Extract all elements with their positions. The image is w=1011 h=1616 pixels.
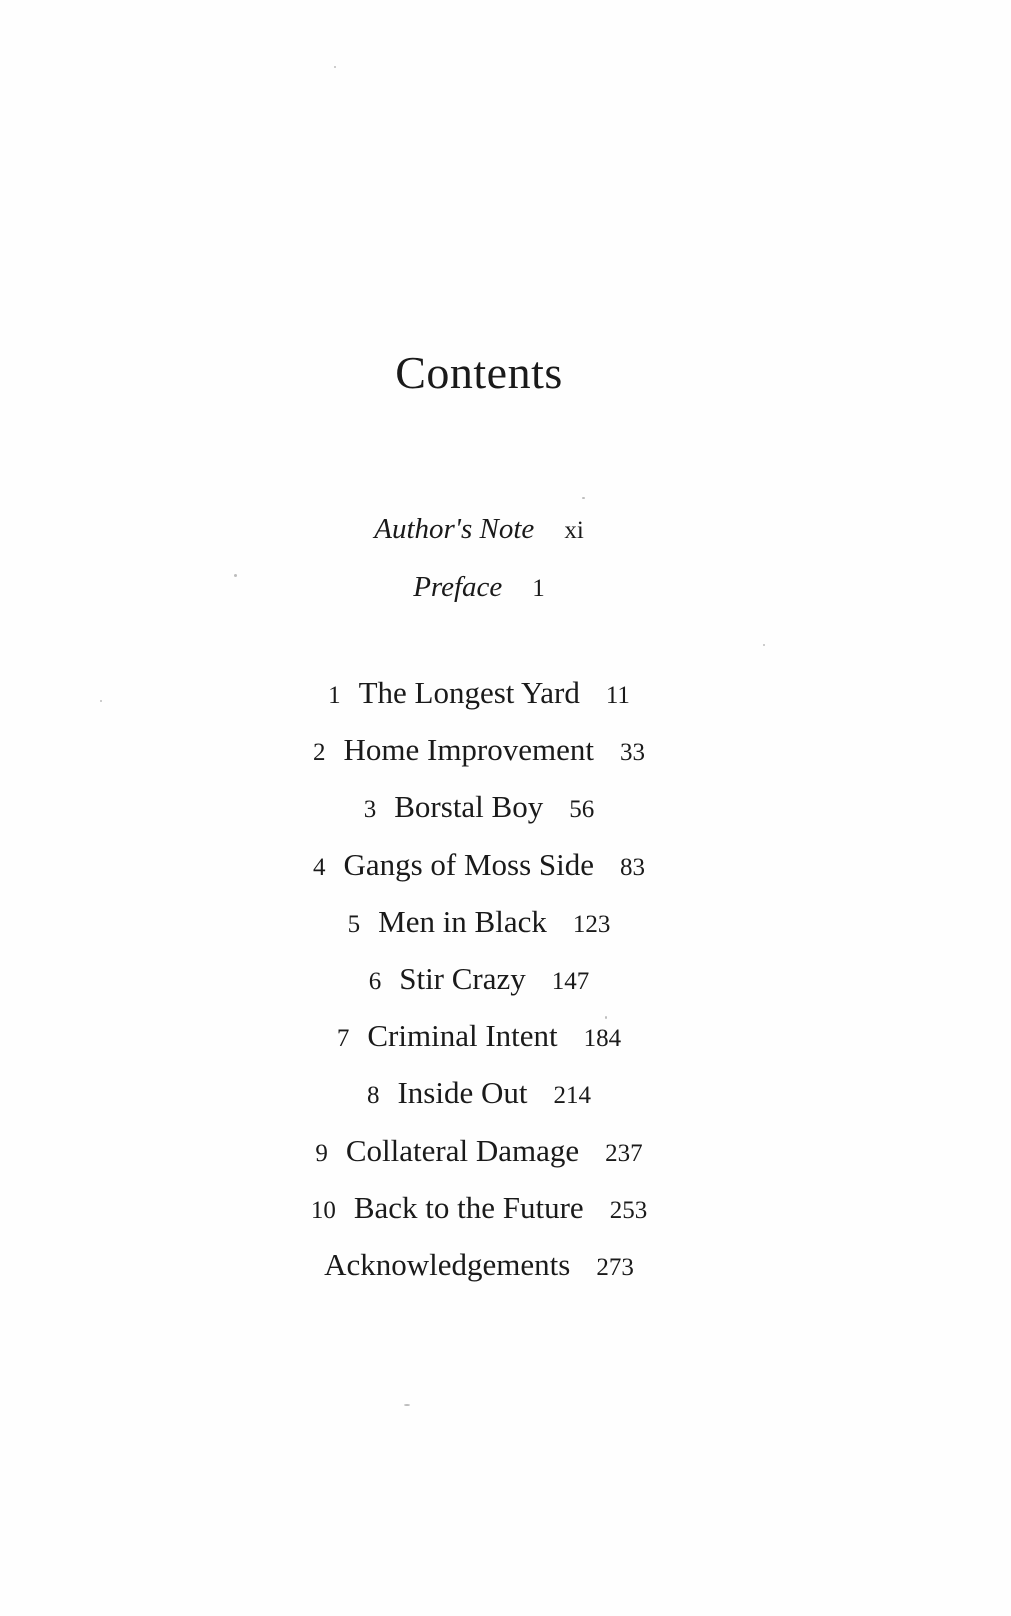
chapter-page: 147: [551, 967, 590, 995]
scan-speck: [100, 700, 102, 702]
scan-speck: [582, 497, 585, 499]
toc-entry-chapter-9[interactable]: [0, 1122, 958, 1179]
scan-speck: [334, 66, 336, 68]
chapter-title: Gangs of Moss Side: [343, 846, 595, 882]
page-title: Contents: [395, 347, 563, 398]
toc-entry-authors-note[interactable]: [0, 500, 958, 558]
chapter-number: 6: [368, 967, 382, 995]
chapter-title: Criminal Intent: [367, 1018, 558, 1054]
scan-speck: [605, 1016, 607, 1019]
toc-entry-chapter-2[interactable]: [0, 721, 958, 778]
toc-entry-chapter-1[interactable]: [0, 664, 958, 721]
back-matter-page: 273: [596, 1253, 634, 1281]
chapter-number: 7: [336, 1025, 350, 1053]
toc-entry-label: Author's Note: [374, 513, 535, 545]
back-matter-title: Acknowledgements: [324, 1246, 571, 1282]
chapter-page: 253: [609, 1196, 648, 1224]
toc-entry-chapter-5[interactable]: [0, 893, 958, 950]
chapter-number: 1: [328, 682, 341, 709]
toc-entry-preface[interactable]: [0, 558, 958, 616]
chapter-number: 2: [312, 739, 326, 767]
scan-speck: [763, 644, 765, 646]
front-matter-list: [0, 500, 958, 616]
chapter-title: Men in Black: [378, 903, 547, 939]
toc-entry-chapter-6[interactable]: [0, 950, 958, 1007]
toc-entry-chapter-3[interactable]: [0, 778, 958, 835]
chapter-page: 83: [620, 853, 646, 881]
chapter-number: 5: [347, 910, 361, 938]
chapter-number: 3: [363, 796, 377, 824]
chapter-title: Borstal Boy: [394, 789, 544, 825]
chapter-title: Back to the Future: [353, 1189, 584, 1225]
toc-entry-chapter-7[interactable]: [0, 1007, 958, 1064]
chapter-number: 4: [312, 853, 326, 881]
chapter-page: 11: [605, 682, 630, 709]
chapter-page: 214: [553, 1082, 591, 1110]
scan-speck: [404, 1404, 410, 1406]
chapter-page: 33: [620, 739, 645, 767]
toc-entry-chapter-8[interactable]: [0, 1064, 958, 1121]
chapter-list: [0, 664, 958, 1293]
chapter-number: 10: [310, 1196, 336, 1224]
toc-entry-page: 1: [532, 575, 545, 602]
chapter-title: The Longest Yard: [358, 675, 580, 710]
chapter-page: 184: [583, 1025, 622, 1053]
chapter-title: Stir Crazy: [399, 960, 526, 996]
chapter-number: 8: [366, 1082, 380, 1110]
chapter-page: 123: [572, 910, 611, 938]
toc-entry-chapter-10[interactable]: [0, 1179, 958, 1236]
toc-entry-chapter-4[interactable]: [0, 836, 958, 893]
toc-entry-label: Preface: [413, 571, 503, 603]
toc-entry-acknowledgements[interactable]: [0, 1236, 958, 1293]
chapter-title: Home Improvement: [343, 732, 594, 768]
scan-speck: [234, 574, 237, 577]
chapter-page: 237: [605, 1139, 643, 1167]
chapter-number: 9: [315, 1139, 328, 1167]
chapter-title: Collateral Damage: [345, 1132, 580, 1168]
chapter-page: 56: [569, 796, 595, 824]
chapter-title: Inside Out: [397, 1075, 528, 1111]
toc-entry-page: xi: [564, 517, 584, 544]
